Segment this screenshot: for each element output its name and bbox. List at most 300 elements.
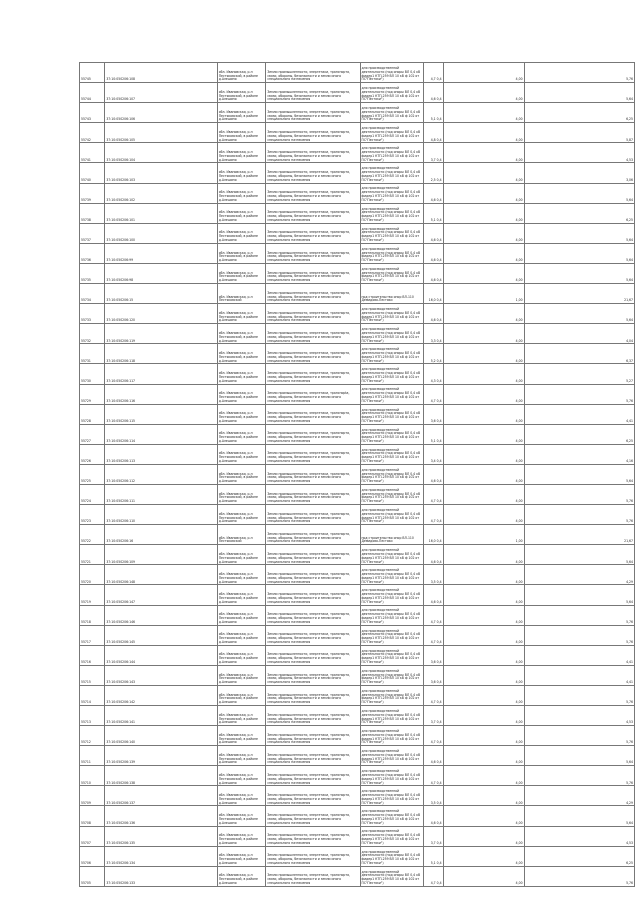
cell-address: обл. Ивановская, р-н Пестяковский, в районе д.Алешино bbox=[217, 304, 266, 324]
cell-area: 4,70,4 bbox=[424, 484, 443, 504]
cell-value: 4,41 bbox=[524, 665, 634, 685]
cell-land-category: Земли промышленности, энергетики, транспорта, связи, обороны, безопасности и земли иного специального назначения bbox=[266, 223, 360, 243]
cell-permitted-use: для производственной деятельности (под опоры ВЛ 0,4 кВ фидер1 КТП-259 ВЛ 10 кВ ф 102 от ПС"Пестяки") bbox=[360, 605, 424, 625]
cell-id: 55726 bbox=[80, 444, 105, 464]
cell-address: обл. Ивановская, р-н Пестяковский, в районе д.Алешино bbox=[217, 243, 266, 263]
cell-rate: 4,00 bbox=[443, 83, 524, 103]
cell-rate: 4,00 bbox=[443, 846, 524, 866]
cell-address: обл. Ивановская, р-н Пестяковский, в районе д.Алешино bbox=[217, 766, 266, 786]
cell-permitted-use: для производственной деятельности (под опоры ВЛ 0,4 кВ фидер1 КТП-259 ВЛ 10 кВ ф 102 от ПС"Пестяки") bbox=[360, 103, 424, 123]
cell-permitted-use: для производственной деятельности (под опоры ВЛ 0,4 кВ фидер1 КТП-259 ВЛ 10 кВ ф 102 от ПС"Пестяки") bbox=[360, 685, 424, 705]
cell-rate: 4,00 bbox=[443, 223, 524, 243]
cell-cadastral-number: 37:10:050206:116 bbox=[105, 384, 217, 404]
cell-value: 5,76 bbox=[524, 484, 634, 504]
cell-unit: 0,4 bbox=[436, 539, 442, 544]
cell-id: 55713 bbox=[80, 706, 105, 726]
cell-area: 4,60,4 bbox=[424, 545, 443, 565]
cell-address: обл. Ивановская, р-н Пестяковский, в районе д.Алешино bbox=[217, 866, 266, 886]
cell-unit: 0,4 bbox=[436, 599, 442, 604]
cell-permitted-use: под строительство опор ВЛ-110 Демидово-Пестяки bbox=[360, 525, 424, 545]
cell-unit: 0,4 bbox=[436, 740, 442, 745]
cell-value: 5,64 bbox=[524, 304, 634, 324]
cell-permitted-use: для производственной деятельности (под опоры ВЛ 0,4 кВ фидер1 КТП-259 ВЛ 10 кВ ф 102 от ПС"Пестяки") bbox=[360, 866, 424, 886]
cell-unit: 0,4 bbox=[436, 479, 442, 484]
cell-value: 6,25 bbox=[524, 424, 634, 444]
cell-address: обл. Ивановская, р-н Пестяковский, в районе д.Алешино bbox=[217, 103, 266, 123]
cell-land-category: Земли промышленности, энергетики, транспорта, связи, обороны, безопасности и земли иного специального назначения bbox=[266, 525, 360, 545]
cell-area: 3,60,4 bbox=[424, 645, 443, 665]
cell-land-category: Земли промышленности, энергетики, транспорта, связи, обороны, безопасности и земли иного специального назначения bbox=[266, 484, 360, 504]
cell-cadastral-number: 37:10:050206:111 bbox=[105, 484, 217, 504]
cell-value: 5,76 bbox=[524, 63, 634, 83]
cell-cadastral-number: 37:10:050206:110 bbox=[105, 505, 217, 525]
cell-unit: 0,4 bbox=[436, 398, 442, 403]
cell-rate: 4,00 bbox=[443, 545, 524, 565]
cell-permitted-use: для производственной деятельности (под опоры ВЛ 0,4 кВ фидер1 КТП-259 ВЛ 10 кВ ф 102 от ПС"Пестяки") bbox=[360, 545, 424, 565]
table-row bbox=[80, 404, 635, 424]
cell-id: 55723 bbox=[80, 505, 105, 525]
cell-area: 3,60,4 bbox=[424, 665, 443, 685]
cell-cadastral-number: 37:10:050206:98 bbox=[105, 263, 217, 283]
cell-address: обл. Ивановская, р-н Пестяковский, в районе д.Алешино bbox=[217, 123, 266, 143]
cell-unit: 0,4 bbox=[436, 881, 442, 886]
cell-id: 55725 bbox=[80, 464, 105, 484]
cell-cadastral-number: 37:10:050206:107 bbox=[105, 83, 217, 103]
cell-rate: 4,00 bbox=[443, 706, 524, 726]
cell-area: 4,70,4 bbox=[424, 605, 443, 625]
cell-value: 5,64 bbox=[524, 243, 634, 263]
cell-value: 5,64 bbox=[524, 83, 634, 103]
cell-permitted-use: для производственной деятельности (под опоры ВЛ 0,4 кВ фидер1 КТП-259 ВЛ 10 кВ ф 102 от ПС"Пестяки") bbox=[360, 223, 424, 243]
cell-area: 16,00,4 bbox=[424, 284, 443, 304]
cell-id: 55714 bbox=[80, 685, 105, 705]
cell-address: обл. Ивановская, р-н Пестяковский, в районе д.Алешино bbox=[217, 384, 266, 404]
cell-id: 55745 bbox=[80, 63, 105, 83]
cell-cadastral-number: 37:10:050206:102 bbox=[105, 183, 217, 203]
table-row bbox=[80, 143, 635, 163]
cell-area: 4,60,4 bbox=[424, 263, 443, 283]
cell-rate: 4,00 bbox=[443, 203, 524, 223]
cell-cadastral-number: 37:10:050206:109 bbox=[105, 545, 217, 565]
cell-address: обл. Ивановская, р-н Пестяковский, в районе д.Алешино bbox=[217, 565, 266, 585]
cell-land-category: Земли промышленности, энергетики, транспорta, связи, обороны, безопасности и земли иного специального назначения bbox=[266, 384, 360, 404]
table-row bbox=[80, 525, 635, 545]
cell-address: обл. Ивановская, р-н Пестяковский, в районе д.Алешино bbox=[217, 826, 266, 846]
cell-land-category: Земли промышленности, энергетики, транспорта, связи, обороны, безопасности и земли иного специального назначения bbox=[266, 866, 360, 886]
cell-permitted-use: для производственной деятельности (под опоры ВЛ 0,4 кВ фидер1 КТП-259 ВЛ 10 кВ ф 102 от ПС"Пестяки") bbox=[360, 464, 424, 484]
cell-id: 55721 bbox=[80, 545, 105, 565]
cell-land-category: Земли промышленности, энергетики, транспорта, связи, обороны, безопасности и земли иного специального назначения bbox=[266, 665, 360, 685]
cell-value: 4,41 bbox=[524, 645, 634, 665]
cell-rate: 4,00 bbox=[443, 484, 524, 504]
cell-permitted-use: для производственной деятельности (под опоры ВЛ 0,4 кВ фидер1 КТП-259 ВЛ 10 кВ ф 102 от ПС"Пестяки") bbox=[360, 625, 424, 645]
cell-address: обл. Ивановская, р-н Пестяковский, в районе д.Алешино bbox=[217, 223, 266, 243]
cell-id: 55744 bbox=[80, 83, 105, 103]
cell-value: 5,76 bbox=[524, 505, 634, 525]
cell-cadastral-number: 37:10:050206:144 bbox=[105, 645, 217, 665]
cell-land-category: Земли промышленности, энергетики, транспорта, связи, обороны, безопасности и земли иного специального назначения bbox=[266, 344, 360, 364]
cell-area: 4,70,4 bbox=[424, 726, 443, 746]
cell-id: 55729 bbox=[80, 384, 105, 404]
cell-permitted-use: для производственной деятельности (под опоры ВЛ 0,4 кВ фидер1 КТП-259 ВЛ 10 кВ ф 102 от ПС"Пестяки") bbox=[360, 746, 424, 766]
cell-address: обл. Ивановская, р-н Пестяковский bbox=[217, 284, 266, 304]
cell-rate: 4,00 bbox=[443, 344, 524, 364]
table-row bbox=[80, 223, 635, 243]
cell-permitted-use: для производственной деятельности (под опоры ВЛ 0,4 кВ фидер1 КТП-259 ВЛ 10 кВ ф 102 от ПС"Пестяки") bbox=[360, 565, 424, 585]
cell-rate: 4,00 bbox=[443, 304, 524, 324]
cell-id: 55740 bbox=[80, 163, 105, 183]
cell-unit: 0,4 bbox=[436, 639, 442, 644]
cell-unit: 0,4 bbox=[436, 760, 442, 765]
cell-id: 55706 bbox=[80, 846, 105, 866]
cell-land-category: Земли промышленности, энергетики, транспорта, связи, обороны, безопасности и земли иного специального назначения bbox=[266, 404, 360, 424]
table-row bbox=[80, 263, 635, 283]
cell-unit: 0,4 bbox=[436, 338, 442, 343]
cell-permitted-use: для производственной деятельности (под опоры ВЛ 0,4 кВ фидер1 КТП-259 ВЛ 10 кВ ф 102 от ПС"Пестяки") bbox=[360, 786, 424, 806]
cell-rate: 4,00 bbox=[443, 384, 524, 404]
cell-rate: 4,00 bbox=[443, 625, 524, 645]
cell-area: 5,20,4 bbox=[424, 344, 443, 364]
cell-cadastral-number: 37:10:050206:134 bbox=[105, 846, 217, 866]
cell-rate: 4,00 bbox=[443, 123, 524, 143]
cell-permitted-use: для производственной деятельности (под опоры ВЛ 0,4 кВ фидер1 КТП-259 ВЛ 10 кВ ф 102 от ПС"Пестяки") bbox=[360, 143, 424, 163]
cell-area: 4,30,4 bbox=[424, 364, 443, 384]
cell-value: 5,76 bbox=[524, 384, 634, 404]
cell-area: 4,60,4 bbox=[424, 83, 443, 103]
cell-unit: 0,4 bbox=[436, 157, 442, 162]
cell-land-category: Земли промышленности, энергетики, транспорта, связи, обороны, безопасности и земли иного специального назначения bbox=[266, 565, 360, 585]
cell-area: 5,10,4 bbox=[424, 103, 443, 123]
cell-address: обл. Ивановская, р-н Пестяковский, в районе д.Алешино bbox=[217, 846, 266, 866]
cell-land-category: Земли промышленности, энергетики, транспорта, связи, обороны, безопасности и земли иного специального назначения bbox=[266, 846, 360, 866]
cell-unit: 0,4 bbox=[436, 137, 442, 142]
cell-value: 5,76 bbox=[524, 625, 634, 645]
cell-cadastral-number: 37:10:050206:100 bbox=[105, 223, 217, 243]
cell-id: 55733 bbox=[80, 304, 105, 324]
table-row bbox=[80, 203, 635, 223]
cell-rate: 4,00 bbox=[443, 464, 524, 484]
cell-id: 55728 bbox=[80, 404, 105, 424]
cell-unit: 0,4 bbox=[436, 378, 442, 383]
cell-area: 2,50,4 bbox=[424, 163, 443, 183]
cell-value: 4,53 bbox=[524, 143, 634, 163]
table-row bbox=[80, 103, 635, 123]
cell-id: 55705 bbox=[80, 866, 105, 886]
cell-unit: 0,4 bbox=[436, 519, 442, 524]
table-row bbox=[80, 826, 635, 846]
cell-area: 4,70,4 bbox=[424, 63, 443, 83]
cell-rate: 4,00 bbox=[443, 163, 524, 183]
cell-address: обл. Ивановская, р-н Пестяковский, в районе д.Алешино bbox=[217, 263, 266, 283]
cell-id: 55718 bbox=[80, 605, 105, 625]
cell-area: 4,60,4 bbox=[424, 223, 443, 243]
cell-value: 5,76 bbox=[524, 766, 634, 786]
cell-permitted-use: для производственной деятельности (под опоры ВЛ 0,4 кВ фидер1 КТП-259 ВЛ 10 кВ ф 102 от ПС"Пестяки") bbox=[360, 163, 424, 183]
cell-cadastral-number: 37:10:050206:143 bbox=[105, 665, 217, 685]
cell-cadastral-number: 37:10:050206:16 bbox=[105, 525, 217, 545]
cell-cadastral-number: 37:10:050206:113 bbox=[105, 444, 217, 464]
cell-area: 4,60,4 bbox=[424, 585, 443, 605]
cell-rate: 4,00 bbox=[443, 444, 524, 464]
cell-area: 3,70,4 bbox=[424, 143, 443, 163]
table-row bbox=[80, 324, 635, 344]
cell-land-category: Земли промышленности, энергетики, транспорта, связи, обороны, безопасности и земли иного специального назначения bbox=[266, 243, 360, 263]
cell-rate: 4,00 bbox=[443, 243, 524, 263]
cell-land-category: Земли промышленности, энергетики, транспорта, связи, обороны, безопасности и земли иного специального назначения bbox=[266, 304, 360, 324]
cell-permitted-use: для производственной деятельности (под опоры ВЛ 0,4 кВ фидер1 КТП-259 ВЛ 10 кВ ф 102 от ПС"Пестяки") bbox=[360, 183, 424, 203]
cell-permitted-use: для производственной деятельности (под опоры ВЛ 0,4 кВ фидер1 КТП-259 ВЛ 10 кВ ф 102 от ПС"Пестяки") bbox=[360, 364, 424, 384]
cell-id: 55715 bbox=[80, 665, 105, 685]
cell-address: обл. Ивановская, р-н Пестяковский, в районе д.Алешино bbox=[217, 585, 266, 605]
cell-id: 55742 bbox=[80, 123, 105, 143]
cell-land-category: Земли промышленности, энергетики, транспорта, связи, обороны, безопасности и земли иного специального назначения bbox=[266, 505, 360, 525]
table-row bbox=[80, 484, 635, 504]
cell-id: 55736 bbox=[80, 243, 105, 263]
cell-permitted-use: для производственной деятельности (под опоры ВЛ 0,4 кВ фидер1 КТП-259 ВЛ 10 кВ ф 102 от ПС"Пестяки") bbox=[360, 806, 424, 826]
cell-unit: 0,4 bbox=[436, 840, 442, 845]
cell-area: 4,70,4 bbox=[424, 766, 443, 786]
cell-permitted-use: для производственной деятельности (под опоры ВЛ 0,4 кВ фидер1 КТП-259 ВЛ 10 кВ ф 102 от ПС"Пестяки") bbox=[360, 766, 424, 786]
cell-value: 5,87 bbox=[524, 123, 634, 143]
cell-unit: 0,4 bbox=[436, 278, 442, 283]
cell-value: 5,64 bbox=[524, 263, 634, 283]
cell-permitted-use: для производственной деятельности (под опоры ВЛ 0,4 кВ фидер1 КТП-259 ВЛ 10 кВ ф 102 от ПС"Пестяки") bbox=[360, 243, 424, 263]
table-row bbox=[80, 565, 635, 585]
cell-cadastral-number: 37:10:050206:114 bbox=[105, 424, 217, 444]
table-row bbox=[80, 706, 635, 726]
cell-area: 3,30,4 bbox=[424, 324, 443, 344]
cell-cadastral-number: 37:10:050206:115 bbox=[105, 404, 217, 424]
cell-value: 6,25 bbox=[524, 103, 634, 123]
cell-unit: 0,4 bbox=[436, 619, 442, 624]
cell-unit: 0,4 bbox=[436, 820, 442, 825]
table-row bbox=[80, 585, 635, 605]
table-row bbox=[80, 243, 635, 263]
cell-area: 5,10,4 bbox=[424, 203, 443, 223]
cell-address: обл. Ивановская, р-н Пестяковский, в районе д.Алешино bbox=[217, 183, 266, 203]
table-row bbox=[80, 685, 635, 705]
cell-unit: 0,4 bbox=[436, 800, 442, 805]
cell-land-category: Земли промышленности, энергетики, транспорта, связи, обороны, безопасности и земли иного специального назначения bbox=[266, 324, 360, 344]
cell-permitted-use: для производственной деятельности (под опоры ВЛ 0,4 кВ фидер1 КТП-259 ВЛ 10 кВ ф 102 от ПС"Пестяки") bbox=[360, 665, 424, 685]
cell-land-category: Земли промышленности, энергетики, транспорта, связи, обороны, безопасности и земли иного специального назначения bbox=[266, 183, 360, 203]
cell-unit: 0,4 bbox=[436, 238, 442, 243]
cell-cadastral-number: 37:10:050206:103 bbox=[105, 163, 217, 183]
cell-address: обл. Ивановская, р-н Пестяковский, в районе д.Алешино bbox=[217, 324, 266, 344]
cell-unit: 0,4 bbox=[436, 298, 442, 303]
cell-permitted-use: для производственной деятельности (под опоры ВЛ 0,4 кВ фидер1 КТП-259 ВЛ 10 кВ ф 102 от ПС"Пестяки") bbox=[360, 846, 424, 866]
cell-id: 55731 bbox=[80, 344, 105, 364]
cell-permitted-use: для производственной деятельности (под опоры ВЛ 0,4 кВ фидер1 КТП-259 ВЛ 10 кВ ф 102 от ПС"Пестяки") bbox=[360, 645, 424, 665]
cell-id: 55720 bbox=[80, 565, 105, 585]
cell-id: 55732 bbox=[80, 324, 105, 344]
cell-cadastral-number: 37:10:050206:108 bbox=[105, 63, 217, 83]
cell-value: 5,76 bbox=[524, 726, 634, 746]
cell-cadastral-number: 37:10:050206:117 bbox=[105, 364, 217, 384]
cell-unit: 0,4 bbox=[436, 318, 442, 323]
table-row bbox=[80, 726, 635, 746]
cell-address: обл. Ивановская, р-н Пестяковский, в районе д.Алешино bbox=[217, 685, 266, 705]
cell-id: 55709 bbox=[80, 786, 105, 806]
cell-rate: 4,00 bbox=[443, 404, 524, 424]
cell-address: обл. Ивановская, р-н Пестяковский, в районе д.Алешино bbox=[217, 364, 266, 384]
cell-land-category: Земли промышленности, энергетики, транспорта, связи, обороны, безопасности и земли иного специального назначения bbox=[266, 163, 360, 183]
cell-value: 5,76 bbox=[524, 605, 634, 625]
cell-id: 55743 bbox=[80, 103, 105, 123]
cell-rate: 4,00 bbox=[443, 263, 524, 283]
cell-unit: 0,4 bbox=[436, 459, 442, 464]
table-row bbox=[80, 846, 635, 866]
cell-unit: 0,4 bbox=[436, 197, 442, 202]
cell-land-category: Земли промышленности, энергетики, транспорта, связи, обороны, безопасности и земли иного специального назначения bbox=[266, 645, 360, 665]
cell-unit: 0,4 bbox=[436, 860, 442, 865]
cell-rate: 1,00 bbox=[443, 525, 524, 545]
cell-area: 3,50,4 bbox=[424, 786, 443, 806]
table-row bbox=[80, 605, 635, 625]
table-row bbox=[80, 665, 635, 685]
table-row bbox=[80, 625, 635, 645]
cell-id: 55737 bbox=[80, 223, 105, 243]
cell-cadastral-number: 37:10:050206:140 bbox=[105, 726, 217, 746]
cell-area: 4,60,4 bbox=[424, 304, 443, 324]
cell-address: обл. Ивановская, р-н Пестяковский, в районе д.Алешино bbox=[217, 444, 266, 464]
cell-land-category: Земли промышленности, энергетики, транспорта, связи, обороны, безопасности и земли иного специального назначения bbox=[266, 284, 360, 304]
cell-value: 4,16 bbox=[524, 444, 634, 464]
cell-unit: 0,4 bbox=[436, 217, 442, 222]
cell-land-category: Земли промышленности, энергетики, транспорта, связи, обороны, безопасности и земли иного специального назначения bbox=[266, 806, 360, 826]
cell-land-category: Земли промышленности, энергетики, транспорта, связи, обороны, безопасности и земли иного специального назначения bbox=[266, 123, 360, 143]
cell-permitted-use: для производственной деятельности (под опоры ВЛ 0,4 кВ фидер1 КТП-259 ВЛ 10 кВ ф 102 от ПС"Пестяки") bbox=[360, 826, 424, 846]
cell-permitted-use: для производственной деятельности (под опоры ВЛ 0,4 кВ фидер1 КТП-259 ВЛ 10 кВ ф 102 от ПС"Пестяки") bbox=[360, 123, 424, 143]
cell-address: обл. Ивановская, р-н Пестяковский, в районе д.Алешино bbox=[217, 786, 266, 806]
cell-cadastral-number: 37:10:050206:15 bbox=[105, 284, 217, 304]
cell-cadastral-number: 37:10:050206:104 bbox=[105, 143, 217, 163]
table-row bbox=[80, 344, 635, 364]
cell-rate: 4,00 bbox=[443, 726, 524, 746]
cell-cadastral-number: 37:10:050206:145 bbox=[105, 625, 217, 645]
cell-rate: 4,00 bbox=[443, 605, 524, 625]
cell-unit: 0,4 bbox=[436, 559, 442, 564]
table-row bbox=[80, 444, 635, 464]
cell-land-category: Земли промышленности, энергетики, транспорта, связи, обороны, безопасности и земли иного специального назначения bbox=[266, 263, 360, 283]
cell-cadastral-number: 37:10:050206:136 bbox=[105, 806, 217, 826]
cell-permitted-use: для производственной деятельности (под опоры ВЛ 0,4 кВ фидер1 КТП-259 ВЛ 10 кВ ф 102 от ПС"Пестяки") bbox=[360, 505, 424, 525]
table-row bbox=[80, 183, 635, 203]
cell-cadastral-number: 37:10:050206:99 bbox=[105, 243, 217, 263]
parcel-table bbox=[79, 62, 635, 887]
cell-land-category: Земли промышленности, энергетики, транспорта, связи, обороны, безопасности и земли иного специального назначения bbox=[266, 726, 360, 746]
cell-rate: 4,00 bbox=[443, 143, 524, 163]
table-row bbox=[80, 384, 635, 404]
cell-unit: 0,4 bbox=[436, 499, 442, 504]
cell-value: 5,64 bbox=[524, 585, 634, 605]
cell-permitted-use: для производственной деятельности (под опоры ВЛ 0,4 кВ фидер1 КТП-259 ВЛ 10 кВ ф 102 от ПС"Пестяки") bbox=[360, 304, 424, 324]
table-row bbox=[80, 123, 635, 143]
cell-unit: 0,4 bbox=[436, 720, 442, 725]
cell-address: обл. Ивановская, р-н Пестяковский, в районе д.Алешино bbox=[217, 665, 266, 685]
cell-rate: 4,00 bbox=[443, 786, 524, 806]
cell-land-category: Земли промышленности, энергетики, транспорта, связи, обороны, безопасности и земли иного специального назначения bbox=[266, 464, 360, 484]
cell-address: обл. Ивановская, р-н Пестяковский, в районе д.Алешино bbox=[217, 344, 266, 364]
cell-rate: 4,00 bbox=[443, 63, 524, 83]
cell-area: 4,70,4 bbox=[424, 505, 443, 525]
cell-land-category: Земли промышленности, энергетики, транспорта, связи, обороны, безопасности и земли иного специального назначения bbox=[266, 685, 360, 705]
cell-cadastral-number: 37:10:050206:138 bbox=[105, 766, 217, 786]
cell-unit: 0,4 bbox=[436, 97, 442, 102]
table-row bbox=[80, 284, 635, 304]
cell-id: 55712 bbox=[80, 726, 105, 746]
cell-rate: 4,00 bbox=[443, 665, 524, 685]
cell-land-category: Земли промышленности, энергетики, транспорта, связи, обороны, безопасности и земли иного специального назначения bbox=[266, 625, 360, 645]
cell-cadastral-number: 37:10:050206:146 bbox=[105, 605, 217, 625]
table-row bbox=[80, 83, 635, 103]
cell-land-category: Земли промышленности, энергетики, транспорта, связи, обороны, безопасности и земли иного специального назначения bbox=[266, 364, 360, 384]
cell-cadastral-number: 37:10:050206:112 bbox=[105, 464, 217, 484]
cell-area: 4,60,4 bbox=[424, 464, 443, 484]
cell-area: 4,70,4 bbox=[424, 866, 443, 886]
cell-land-category: Земли промышленности, энергетики, транспорта, связи, обороны, безопасности и земли иного специального назначения bbox=[266, 83, 360, 103]
table-row bbox=[80, 364, 635, 384]
table-row bbox=[80, 424, 635, 444]
cell-rate: 4,00 bbox=[443, 183, 524, 203]
cell-permitted-use: для производственной деятельности (под опоры ВЛ 0,4 кВ фидер1 КТП-259 ВЛ 10 кВ ф 102 от ПС"Пестяки") bbox=[360, 585, 424, 605]
table-row bbox=[80, 866, 635, 886]
cell-permitted-use: для производственной деятельности (под опоры ВЛ 0,4 кВ фидер1 КТП-259 ВЛ 10 кВ ф 102 от ПС"Пестяки") bbox=[360, 63, 424, 83]
cell-value: 5,64 bbox=[524, 223, 634, 243]
cell-value: 4,53 bbox=[524, 826, 634, 846]
cell-rate: 4,00 bbox=[443, 324, 524, 344]
cell-unit: 0,4 bbox=[436, 700, 442, 705]
cell-land-category: Земли промышленности, энергетики, транспорта, связи, обороны, безопасности и земли иного специального назначения bbox=[266, 826, 360, 846]
cell-id: 55717 bbox=[80, 625, 105, 645]
cell-rate: 4,00 bbox=[443, 565, 524, 585]
cell-land-category: Земли промышленности, энергетики, транспорта, связи, обороны, безопасности и земли иного специального назначения bbox=[266, 63, 360, 83]
cell-cadastral-number: 37:10:050206:147 bbox=[105, 585, 217, 605]
cell-area: 4,70,4 bbox=[424, 685, 443, 705]
cell-address: обл. Ивановская, р-н Пестяковский, в районе д.Алешино bbox=[217, 83, 266, 103]
cell-address: обл. Ивановская, р-н Пестяковский, в районе д.Алешино bbox=[217, 464, 266, 484]
cell-rate: 4,00 bbox=[443, 866, 524, 886]
cell-permitted-use: для производственной деятельности (под опоры ВЛ 0,4 кВ фидер1 КТП-259 ВЛ 10 кВ ф 102 от ПС"Пестяки") bbox=[360, 424, 424, 444]
cell-id: 55727 bbox=[80, 424, 105, 444]
cell-value: 5,64 bbox=[524, 464, 634, 484]
cell-id: 55739 bbox=[80, 183, 105, 203]
cell-id: 55730 bbox=[80, 364, 105, 384]
cell-address: обл. Ивановская, р-н Пестяковский, в районе д.Алешино bbox=[217, 404, 266, 424]
cell-unit: 0,4 bbox=[436, 438, 442, 443]
cell-land-category: Земли промышленности, энергетики, транспорта, связи, обороны, безопасности и земли иного специального назначения bbox=[266, 424, 360, 444]
cell-value: 5,64 bbox=[524, 806, 634, 826]
cell-address: обл. Ивановская, р-н Пестяковский, в районе д.Алешино bbox=[217, 484, 266, 504]
cell-area: 3,70,4 bbox=[424, 826, 443, 846]
cell-value: 21,67 bbox=[524, 284, 634, 304]
cell-cadastral-number: 37:10:050206:135 bbox=[105, 826, 217, 846]
cell-id: 55735 bbox=[80, 263, 105, 283]
cell-cadastral-number: 37:10:050206:119 bbox=[105, 324, 217, 344]
cell-value: 5,27 bbox=[524, 364, 634, 384]
cell-id: 55716 bbox=[80, 645, 105, 665]
cell-cadastral-number: 37:10:050206:141 bbox=[105, 706, 217, 726]
cell-unit: 0,4 bbox=[436, 358, 442, 363]
cell-unit: 0,4 bbox=[436, 780, 442, 785]
cell-rate: 4,00 bbox=[443, 806, 524, 826]
cell-cadastral-number: 37:10:050206:148 bbox=[105, 565, 217, 585]
cell-land-category: Земли промышленности, энергетики, транспорта, связи, обороны, безопасности и земли иного специального назначения bbox=[266, 585, 360, 605]
cell-unit: 0,4 bbox=[436, 177, 442, 182]
cell-area: 3,40,4 bbox=[424, 444, 443, 464]
cell-address: обл. Ивановская, р-н Пестяковский, в районе д.Алешино bbox=[217, 545, 266, 565]
cell-permitted-use: для производственной деятельности (под опоры ВЛ 0,4 кВ фидер1 КТП-259 ВЛ 10 кВ ф 102 от ПС"Пестяки") bbox=[360, 726, 424, 746]
